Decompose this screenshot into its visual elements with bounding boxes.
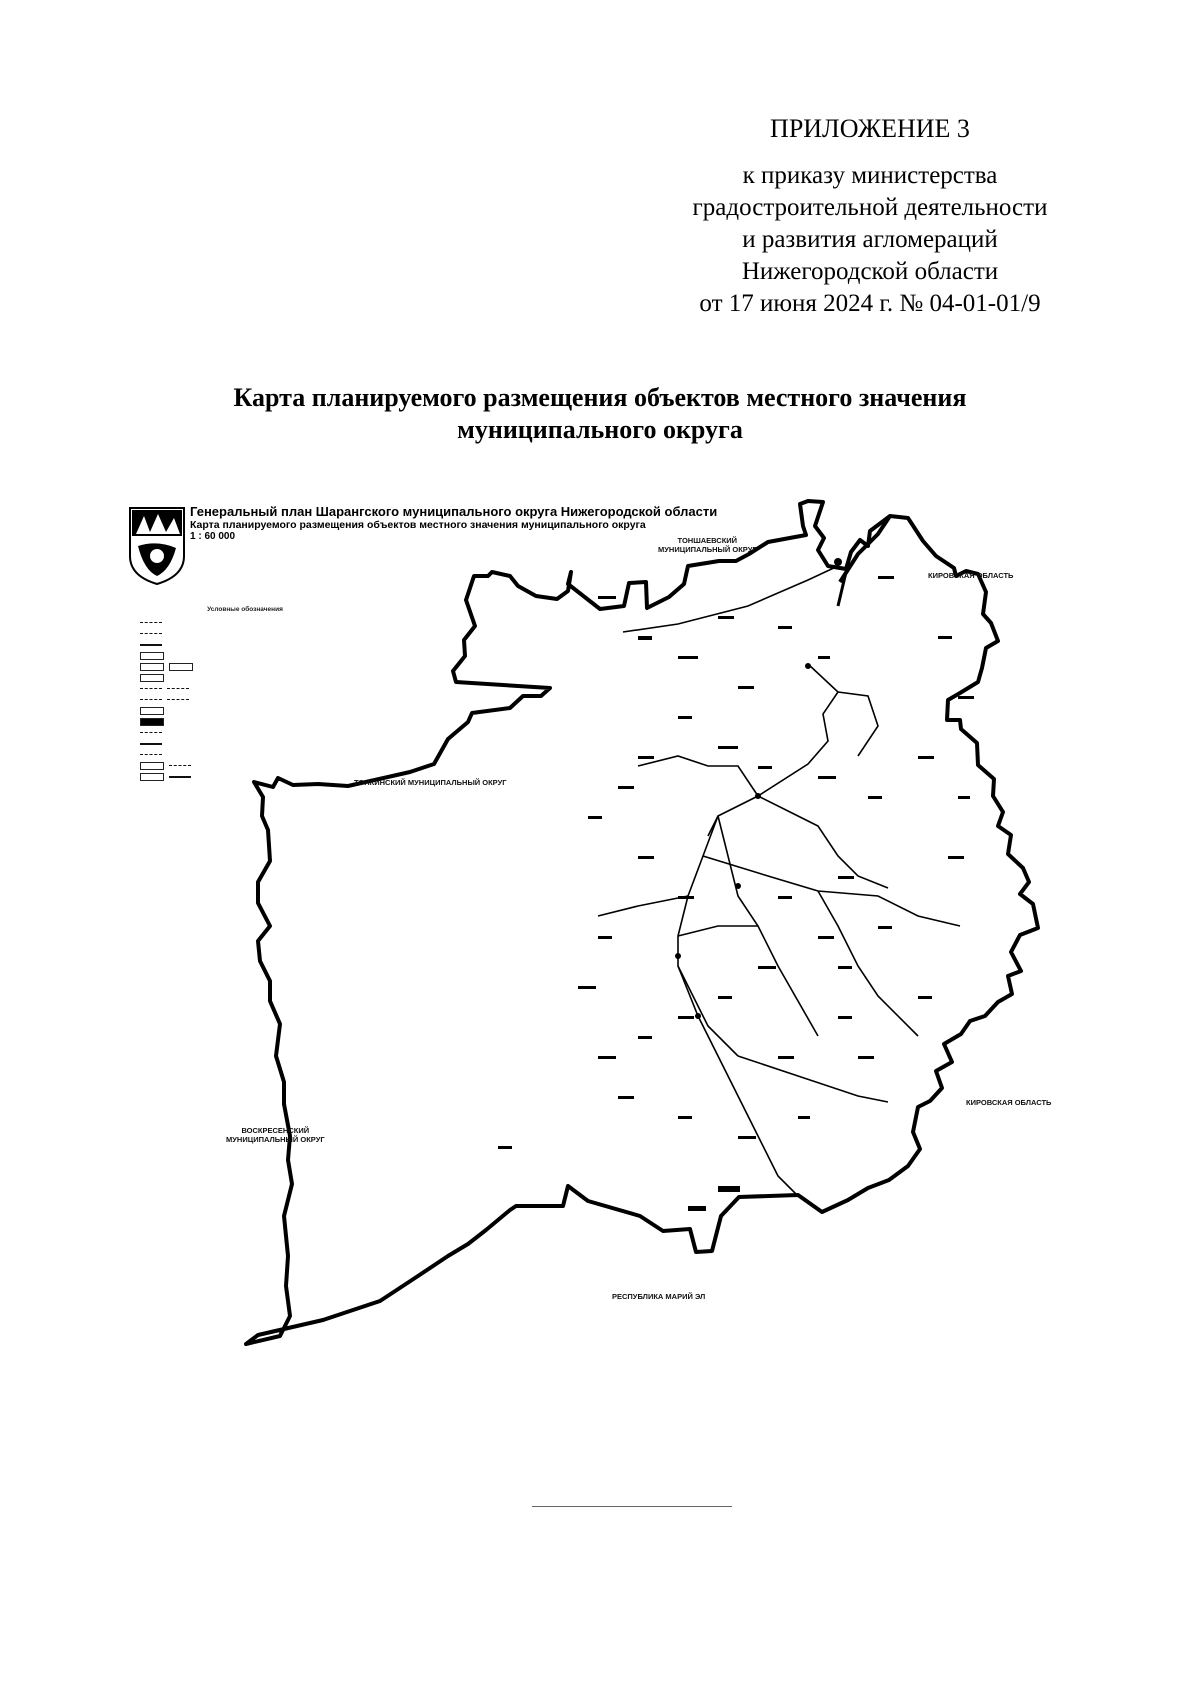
label-tonkinsky: ТОНКИНСКИЙ МУНИЦИПАЛЬНЫЙ ОКРУГ [354,778,507,787]
roads [598,566,960,1196]
document-title [80,382,1120,446]
appendix-line: и развития агломераций [742,226,998,253]
legend-row [140,771,350,782]
legend-row [140,628,350,639]
legend-row [140,760,350,771]
footer-rule [532,1506,732,1507]
document-title-line: муниципального округа [457,415,743,444]
appendix-line: от 17 июня 2024 г. № 04-01-01/9 [699,290,1041,317]
legend-row [140,749,350,760]
legend-row [140,738,350,749]
legend-row [140,650,350,661]
map-legend [140,607,350,782]
appendix-line: градостроительной деятельности [692,194,1048,221]
legend-row [140,617,350,628]
appendix-line: Нижегородской области [741,258,999,285]
document-title-line: Карта планируемого размещения объектов местного значения [233,383,967,412]
map-header [190,504,717,542]
legend-row [140,694,350,705]
label-kirov-region-right: КИРОВСКАЯ ОБЛАСТЬ [966,1098,1052,1107]
map-sheet [118,496,1128,1436]
label-tonshaevsky: ТОНШАЕВСКИЙ МУНИЦИПАЛЬНЫЙ ОКРУГ [658,536,757,554]
legend-row [140,672,350,683]
district-boundary [246,501,1038,1344]
label-mari-el: РЕСПУБЛИКА МАРИЙ ЭЛ [612,1292,706,1301]
map-scale: 1 : 60 000 [190,531,236,542]
label-voskresensky: ВОСКРЕСЕНСКИЙ МУНИЦИПАЛЬНЫЙ ОКРУГ [226,1126,325,1144]
legend-row [140,727,350,738]
map-header-title: Генеральный план Шарангского муниципального округа Нижегородской области [190,504,718,519]
legend-row [140,683,350,694]
settlement-marks [498,558,974,1149]
label-kirov-region-top: КИРОВСКАЯ ОБЛАСТЬ [928,571,1014,580]
legend-row [140,639,350,650]
appendix-title: ПРИЛОЖЕНИЕ 3 [770,114,970,143]
map-header-subtitle: Карта планируемого размещения объектов местного значения муниципального округа [190,519,646,531]
legend-title: Условные обозначения [207,606,283,613]
legend-row [140,716,350,727]
appendix-line: к приказу министерства [742,162,998,189]
coat-of-arms-icon [130,508,184,584]
legend-row [140,705,350,716]
legend-row [140,661,350,672]
appendix-order-reference [640,160,1100,320]
